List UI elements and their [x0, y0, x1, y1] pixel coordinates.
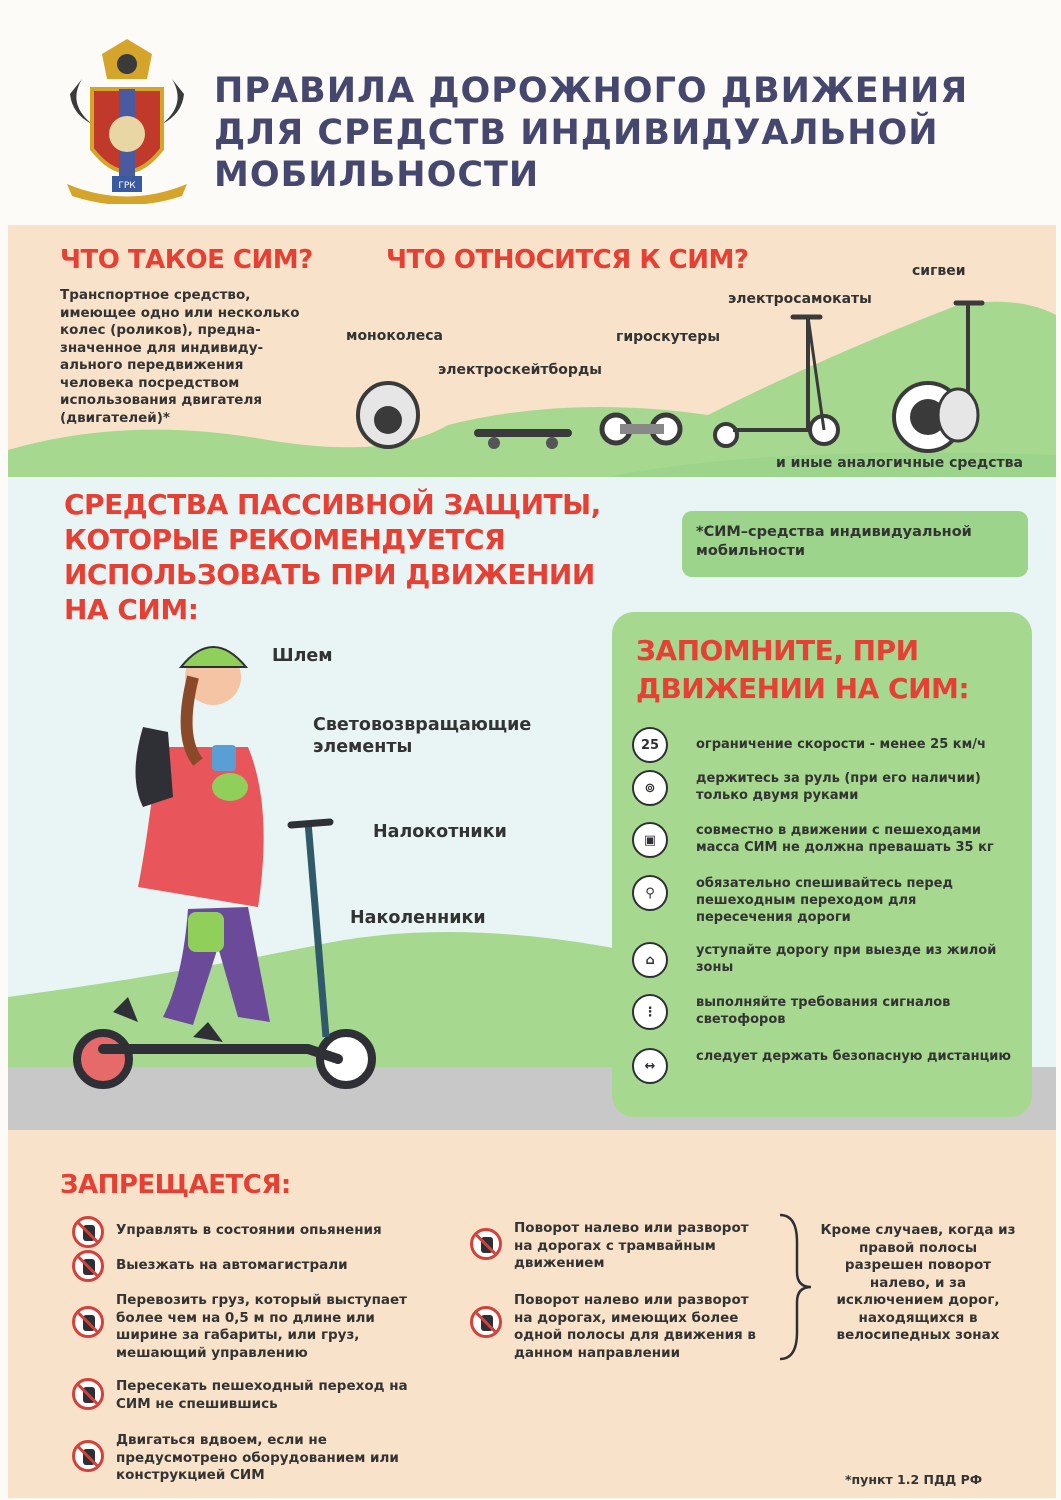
what-is-sim-title: ЧТО ТАКОЕ СИМ?	[60, 245, 313, 275]
weight-icon: ▣	[632, 822, 668, 858]
steering-wheel-icon: ⊚	[632, 770, 668, 806]
traffic-light-icon: ⋮	[632, 994, 668, 1030]
no-two-riders-icon	[72, 1440, 104, 1472]
label-scooters: электросамокаты	[728, 291, 872, 307]
rule-safe-distance: ↔ следует держать безопасную дистанцию	[632, 1048, 1012, 1098]
rule-dismount-crossing: ⚲ обязательно спешивайтесь перед пешеходным переходом для пересечения дороги	[632, 875, 1012, 925]
remember-title: ЗАПОМНИТЕ, ПРИ ДВИЖЕНИИ НА СИМ:	[636, 634, 970, 705]
prohibited-section: ЗАПРЕЩАЕТСЯ: Управлять в состоянии опьянения Выезжать на автомагистрали Перевозить груз, который выступает более чем на 0,5 м по длине или ширине за габариты, или груз, мешающий управлению Пересекать пешеходный переход на СИМ не спешившись Двигаться вдвоем, если не предусмотрено оборудованием или конструкцией СИМ Поворот налево или разворот на дорогах с трамвайным движением Поворот налево или разворот на дорогах, имеющих более одной полосы для движения в данном направлении	[8, 1130, 1056, 1498]
sim-definition: Транспортное средство, имеющее одно или несколько колес (роликов), предна-значенное для индивиду-ального передвижения человека посредством использования двигателя (двигателей)*	[60, 287, 300, 426]
emblem-text: ГРК	[118, 181, 136, 191]
no-motorway-icon	[72, 1250, 104, 1282]
label-monowheels: моноколеса	[346, 328, 443, 344]
gear-helmet: Шлем	[272, 646, 333, 666]
remember-box	[612, 612, 1032, 1117]
gear-knee-pads: Наколенники	[350, 908, 486, 928]
no-left-turn-multilane-icon	[470, 1306, 502, 1338]
exception-text: Кроме случаев, когда из правой полосы разрешен поворот налево, и за исключением дорог, находящихся в велосипедных зонах	[820, 1222, 1016, 1343]
header	[0, 0, 1061, 225]
rule-speed-limit: 25 ограничение скорости - менее 25 км/ч	[632, 727, 1012, 777]
safe-distance-icon: ↔	[632, 1048, 668, 1084]
speed-limit-icon: 25	[632, 727, 668, 763]
sim-footnote-box: *СИМ–средства индивидуальной мобильности	[682, 511, 1028, 577]
footnote: *пункт 1.2 ПДД РФ	[845, 1472, 983, 1487]
residential-zone-icon: ⌂	[632, 942, 668, 978]
curly-brace-icon	[775, 1212, 815, 1362]
rule-traffic-lights: ⋮ выполняйте требования сигналов светофоров	[632, 994, 1012, 1044]
pedestrian-crossing-icon: ⚲	[632, 875, 668, 911]
no-cargo-icon	[72, 1306, 104, 1338]
police-emblem-icon	[62, 34, 192, 204]
no-left-turn-tram-icon	[470, 1228, 502, 1260]
monowheel-icon	[358, 383, 418, 447]
page-title: ПРАВИЛА ДОРОЖНОГО ДВИЖЕНИЯ ДЛЯ СРЕДСТВ ИНДИВИДУАЛЬНОЙ МОБИЛЬНОСТИ	[214, 71, 969, 195]
passive-protection-title: СРЕДСТВА ПАССИВНОЙ ЗАЩИТЫ, КОТОРЫЕ РЕКОМЕНДУЕТСЯ ИСПОЛЬЗОВАТЬ ПРИ ДВИЖЕНИИ НА СИМ:	[64, 488, 601, 626]
no-alcohol-icon	[72, 1216, 104, 1248]
label-segways: сигвеи	[912, 263, 966, 279]
what-is-sim-section	[8, 225, 1056, 477]
no-riding-crossing-icon	[72, 1378, 104, 1410]
label-skateboards: электроскейтборды	[438, 362, 602, 378]
prohibited-title: ЗАПРЕЩАЕТСЯ:	[60, 1170, 291, 1200]
rule-mass-limit: ▣ совместно в движении с пешеходами масса СИМ не должна превашать 35 кг	[632, 822, 1012, 872]
rule-yield-residential: ⌂ уступайте дорогу при выезде из жилой зоны	[632, 942, 1012, 992]
passive-protection-section	[8, 477, 1056, 1130]
rule-both-hands: ⊚ держитесь за руль (при его наличии) только двумя руками	[632, 770, 1012, 820]
label-hoverboards: гироскутеры	[616, 329, 720, 345]
label-other-similar: и иные аналогичные средства	[776, 455, 1023, 471]
gear-reflectors: Световозвращающие элементы	[313, 715, 532, 757]
gear-elbow-pads: Налокотники	[373, 822, 507, 842]
belongs-to-sim-title: ЧТО ОТНОСИТСЯ К СИМ?	[386, 245, 749, 275]
